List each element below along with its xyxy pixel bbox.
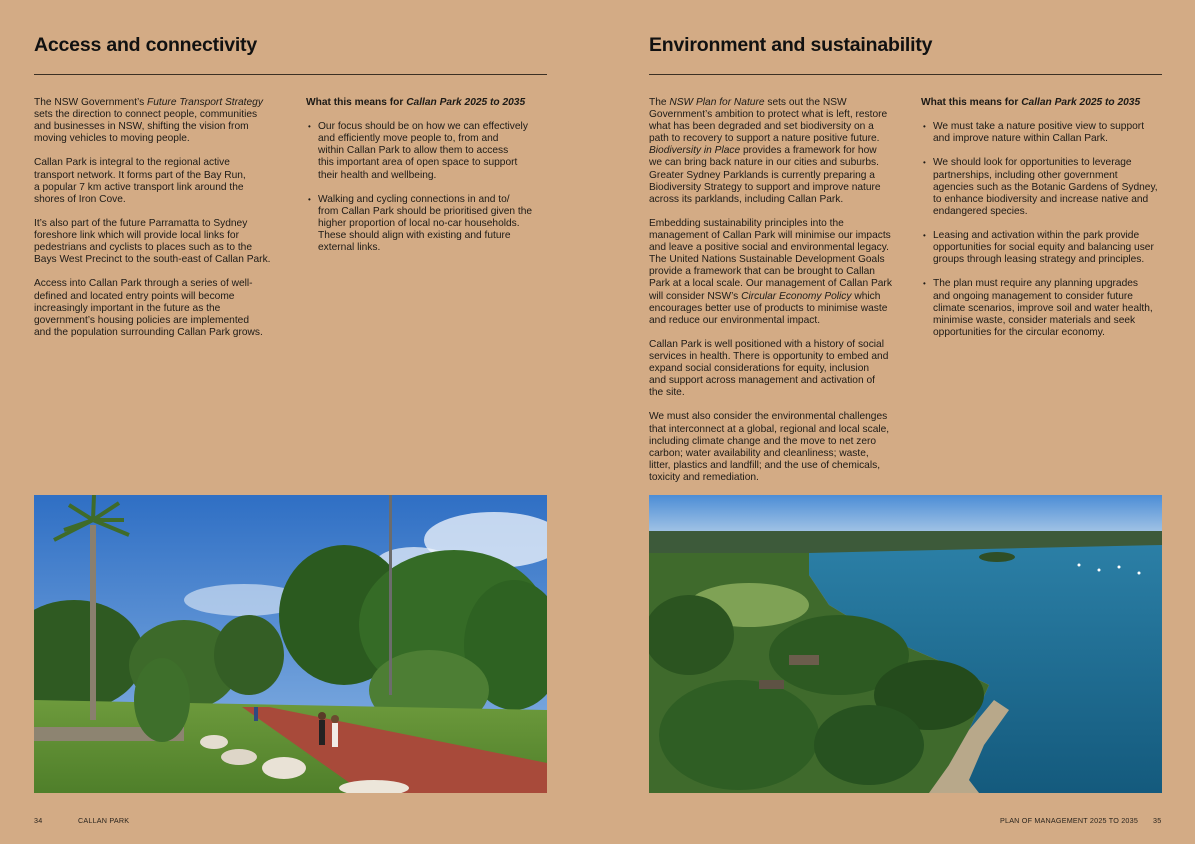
title-divider: [649, 74, 1162, 75]
paragraph-plan-for-nature: The NSW Plan for Nature sets out the NSW Government’s ambition to protect what is left, restore what has been degraded and set biodiversity on a path to recovery to support a nature positive future. Biodiversity in Place provides a framework for how we can bring back nature in our cities and suburbs. Greater Sydney Parklands is currently preparing a Biodiversity Strategy to support and improve nature across its parklands, including Callan Park.: [649, 97, 888, 205]
paragraph-entry-points: Access into Callan Park through a series of well- defined and located entry points will become increasingly important in the future as the government’s housing policies are implemented and the population surrounding Callan Park grows.: [34, 278, 263, 338]
page-title-environment: Environment and sustainability: [649, 34, 933, 56]
paragraph-active-transport: Callan Park is integral to the regional active transport network. It forms part of the Bay Run, a popular 7 km active transport link around the shores of Iron Cove.: [34, 157, 246, 205]
sub-heading: What this means for Callan Park 2025 to 2035: [921, 97, 1141, 108]
intro-column: [34, 97, 284, 351]
right-page: [598, 0, 1195, 844]
page-title-access: Access and connectivity: [34, 34, 257, 56]
aerial-bay-photo: [649, 495, 1162, 793]
paragraph-transport-strategy: The NSW Government’s Future Transport Strategy sets the direction to connect people, communities and businesses in NSW, shifting the vision from moving vehicles to moving people.: [34, 97, 263, 145]
intro-column: [649, 97, 899, 496]
paragraph-social-services: Callan Park is well positioned with a history of social services in health. There is opportunity to embed and expand social considerations for equity, inclusion and support across management and activation of the site.: [649, 338, 889, 399]
paragraph-environmental-challenges: We must also consider the environmental challenges that interconnect at a global, regional and local scale, including climate change and the move to net zero carbon; water availability and cleanliness; waste, litter, plastics and landfill; and the use of chemicals, toxicity and remediation.: [649, 411, 890, 483]
bullet-item: • Our focus should be on how we can effectively and efficiently move people to, from and within Callan Park to allow them to access this important area of open space to support their health and wellbeing.: [306, 121, 546, 181]
footer-publication: PLAN OF MANAGEMENT 2025 TO 2035: [1000, 816, 1139, 825]
footer-page-number: 34: [34, 816, 43, 825]
bullet-list: [921, 121, 1161, 339]
bullet-list: [306, 121, 546, 254]
bay-run-path-photo: [34, 495, 547, 793]
bullet-item: • We should look for opportunities to leverage partnerships, including other government agencies such as the Botanic Gardens of Sydney, to enhance biodiversity and increase native and endangered species.: [921, 157, 1161, 217]
paragraph-sustainability-principles: Embedding sustainability principles into the management of Callan Park will minimise our impacts and leave a positive social and environmental legacy. The United Nations Sustainable Development Goals provide a framework that can be brought to Callan Park at a local scale. Our management of Callan Park will consider NSW’s Circular Economy Policy which encourages better use of products to minimise waste and reduce our environmental impact.: [649, 217, 892, 326]
implications-column: [921, 97, 1161, 351]
bullet-item: • Leasing and activation within the park provide opportunities for social equity and balancing user groups through leasing strategy and principles.: [921, 230, 1161, 266]
bullet-item: • The plan must require any planning upgrades and ongoing management to consider future climate scenarios, improve soil and water health, minimise waste, consider materials and seek opportunities for the circular economy.: [921, 278, 1161, 338]
italic-title: Future Transport Strategy: [147, 97, 263, 108]
sub-heading: What this means for Callan Park 2025 to 2035: [306, 97, 526, 108]
implications-column: [306, 97, 546, 266]
footer-page-number: 35: [1153, 816, 1162, 825]
bullet-item: • We must take a nature positive view to support and improve nature within Callan Park.: [921, 121, 1161, 145]
paragraph-foreshore-link: It’s also part of the future Parramatta to Sydney foreshore link which will provide local links for pedestrians and cyclists to places such as to the Bays West Precinct to the south-east of Callan Park.: [34, 217, 271, 266]
bullet-item: • Walking and cycling connections in and to/ from Callan Park should be prioritised given the higher proportion of local no-car households. These should align with existing and future external links.: [306, 194, 546, 254]
title-divider: [34, 74, 547, 75]
left-page: [0, 0, 597, 844]
footer-publication: CALLAN PARK: [78, 816, 130, 825]
